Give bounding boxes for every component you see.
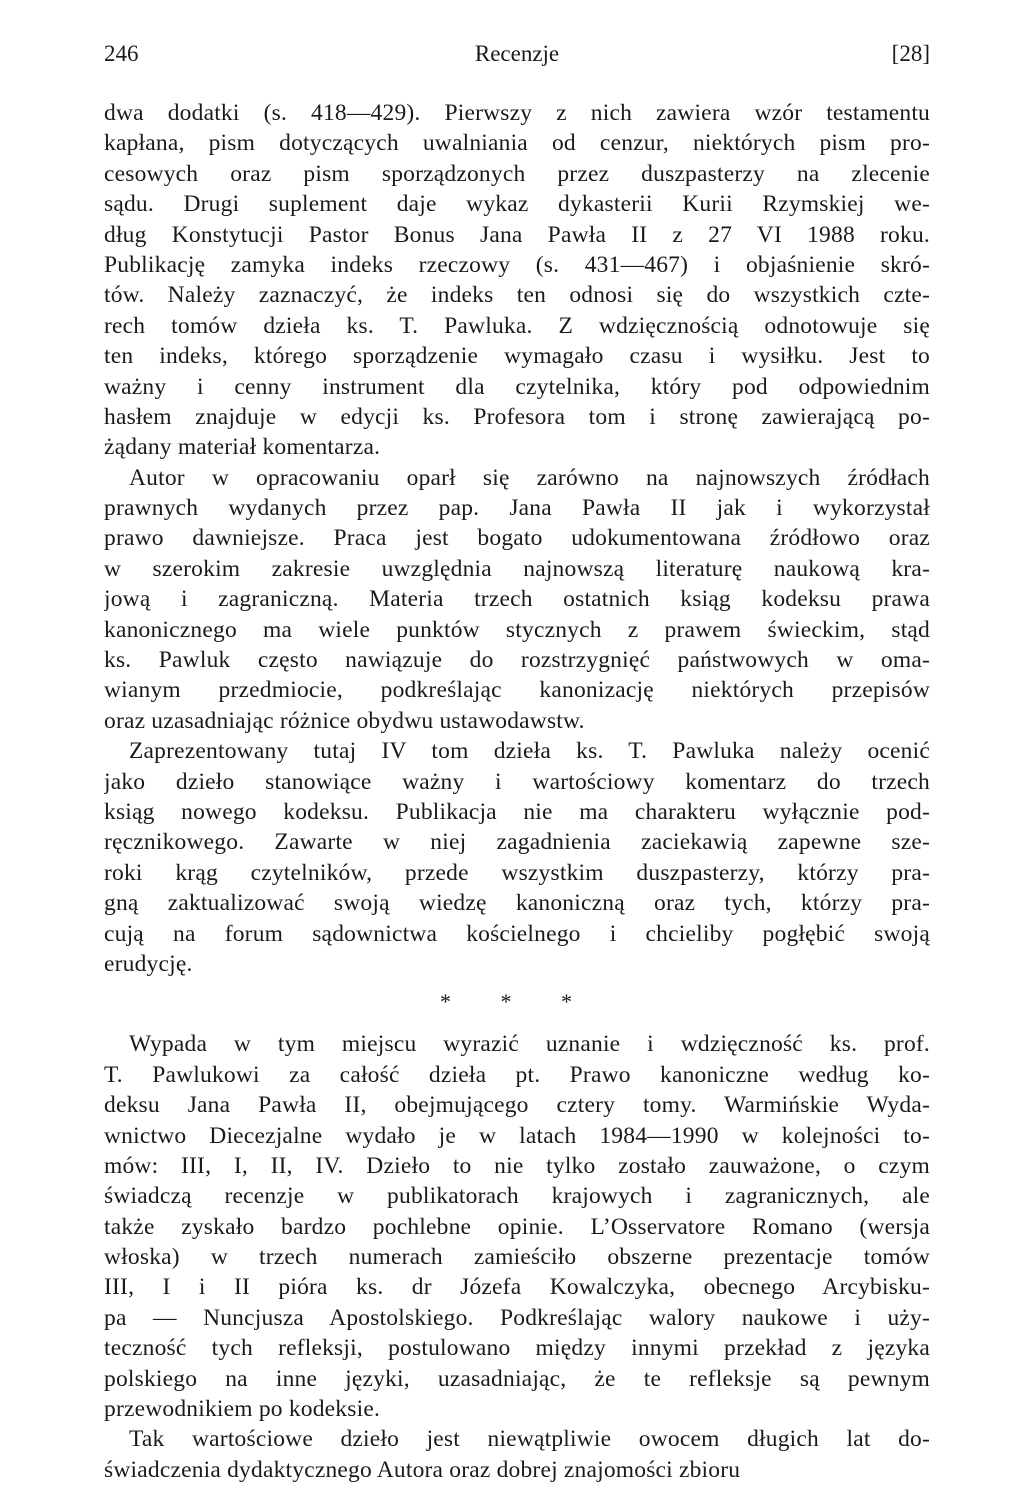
text-line: III, I i II pióra ks. dr Józefa Kowalczyka, obecnego Arcybisku- — [104, 1274, 930, 1301]
text-line: ten indeks, którego sporządzenie wymagało czasu i wysiłku. Jest to — [104, 343, 930, 370]
text-line: pa — Nuncjusza Apostolskiego. Podkreślając walory naukowe i uży- — [104, 1304, 930, 1331]
text-line: T. Pawlukowi za całość dzieła pt. Prawo kanoniczne według ko- — [104, 1061, 930, 1088]
text-line: Tak wartościowe dzieło jest niewątpliwie owocem długich lat do- — [129, 1426, 930, 1453]
paragraph — [104, 1029, 930, 1424]
text-line: jako dzieło stanowiące ważny i wartościowy komentarz do trzech — [104, 768, 930, 795]
text-line: świadczenia dydaktycznego Autora oraz dobrej znajomości zbioru — [104, 1456, 741, 1483]
text-line: świadczą recenzje w publikatorach krajowych i zagranicznych, ale — [104, 1183, 930, 1210]
text-line: Zaprezentowany tutaj IV tom dzieła ks. T. Pawluka należy ocenić — [129, 738, 930, 765]
text-line: cują na forum sądownictwa kościelnego i chcieliby pogłębić swoją — [104, 920, 930, 947]
paragraph — [104, 1424, 930, 1485]
text-line: wianym przedmiocie, podkreślając kanonizację niektórych przepisów — [104, 677, 930, 704]
text-line: erudycję. — [104, 950, 193, 977]
text-line: rech tomów dzieła ks. T. Pawluka. Z wdzięcznością odnotowuje się — [104, 312, 930, 339]
text-line: roki krąg czytelników, przede wszystkim duszpasterzy, którzy pra- — [104, 859, 930, 886]
page-number: 246 — [104, 41, 139, 66]
text-line: hasłem znajduje w edycji ks. Profesora tom i stronę zawierającą po- — [104, 403, 930, 430]
text-line: oraz uzasadniając różnice obydwu ustawodawstw. — [104, 707, 585, 734]
text-line: przewodnikiem po kodeksie. — [104, 1396, 381, 1423]
text-line: gną zaktualizować swoją wiedzę kanoniczną oraz tych, którzy pra- — [104, 890, 930, 917]
body-text — [104, 98, 930, 1485]
section-separator: * * * — [440, 989, 594, 1015]
text-line: prawo dawniejsze. Praca jest bogato udokumentowana źródłowo oraz — [104, 525, 930, 552]
text-line: ksiąg nowego kodeksu. Publikacja nie ma charakteru wyłącznie pod- — [104, 798, 930, 825]
text-line: także zyskało bardzo pochlebne opinie. L’Osservatore Romano (wersja — [104, 1213, 930, 1240]
text-line: Autor w opracowaniu oparł się zarówno na najnowszych źródłach — [129, 464, 930, 491]
paragraph — [104, 98, 930, 463]
text-line: prawnych wydanych przez pap. Jana Pawła II jak i wykorzystał — [104, 495, 930, 522]
text-line: Wypada w tym miejscu wyrazić uznanie i wdzięczność ks. prof. — [129, 1031, 930, 1058]
text-line: kapłana, pism dotyczących uwalniania od cenzur, niektórych pism pro- — [104, 130, 930, 157]
text-line: deksu Jana Pawła II, obejmującego cztery tomy. Warmińskie Wyda- — [104, 1092, 930, 1119]
text-line: ważny i cenny instrument dla czytelnika, który pod odpowiednim — [104, 373, 930, 400]
paragraph — [104, 463, 930, 737]
text-line: sądu. Drugi suplement daje wykaz dykasterii Kurii Rzymskiej we- — [104, 191, 930, 218]
text-line: ręcznikowego. Zawarte w niej zagadnienia zaciekawią zapewne sze- — [104, 829, 930, 856]
text-line: jową i zagraniczną. Materia trzech ostatnich ksiąg kodeksu prawa — [104, 586, 930, 613]
paragraph — [104, 736, 930, 979]
text-line: kanonicznego ma wiele punktów stycznych z prawem świeckim, stąd — [104, 616, 930, 643]
text-line: mów: III, I, II, IV. Dzieło to nie tylko zostało zauważone, o czym — [104, 1152, 930, 1179]
text-line: cesowych oraz pism sporządzonych przez duszpasterzy na zlecenie — [104, 160, 930, 187]
text-line: Publikację zamyka indeks rzeczowy (s. 431—467) i objaśnienie skró- — [104, 251, 930, 278]
text-line: tów. Należy zaznaczyć, że indeks ten odnosi się do wszystkich czte- — [104, 282, 930, 309]
section-number: [28] — [891, 41, 930, 66]
text-line: polskiego na inne języki, uzasadniając, że te refleksje są pewnym — [104, 1365, 930, 1392]
text-line: teczność tych refleksji, postulowano między innymi przekład z języka — [104, 1335, 930, 1362]
text-line: w szerokim zakresie uwzględnia najnowszą literaturę naukową kra- — [104, 555, 930, 582]
text-line: wnictwo Diecezjalne wydało je w latach 1984—1990 w kolejności to- — [104, 1122, 930, 1149]
text-line: dług Konstytucji Pastor Bonus Jana Pawła II z 27 VI 1988 roku. — [104, 221, 930, 248]
text-line: włoska) w trzech numerach zamieściło obszerne prezentacje tomów — [104, 1244, 930, 1271]
running-title: Recenzje — [474, 41, 560, 66]
text-line: dwa dodatki (s. 418—429). Pierwszy z nich zawiera wzór testamentu — [104, 100, 930, 126]
text-line: żądany materiał komentarza. — [104, 434, 381, 461]
running-header — [104, 34, 930, 74]
text-line: ks. Pawluk często nawiązuje do rozstrzygnięć państwowych w oma- — [104, 647, 930, 674]
